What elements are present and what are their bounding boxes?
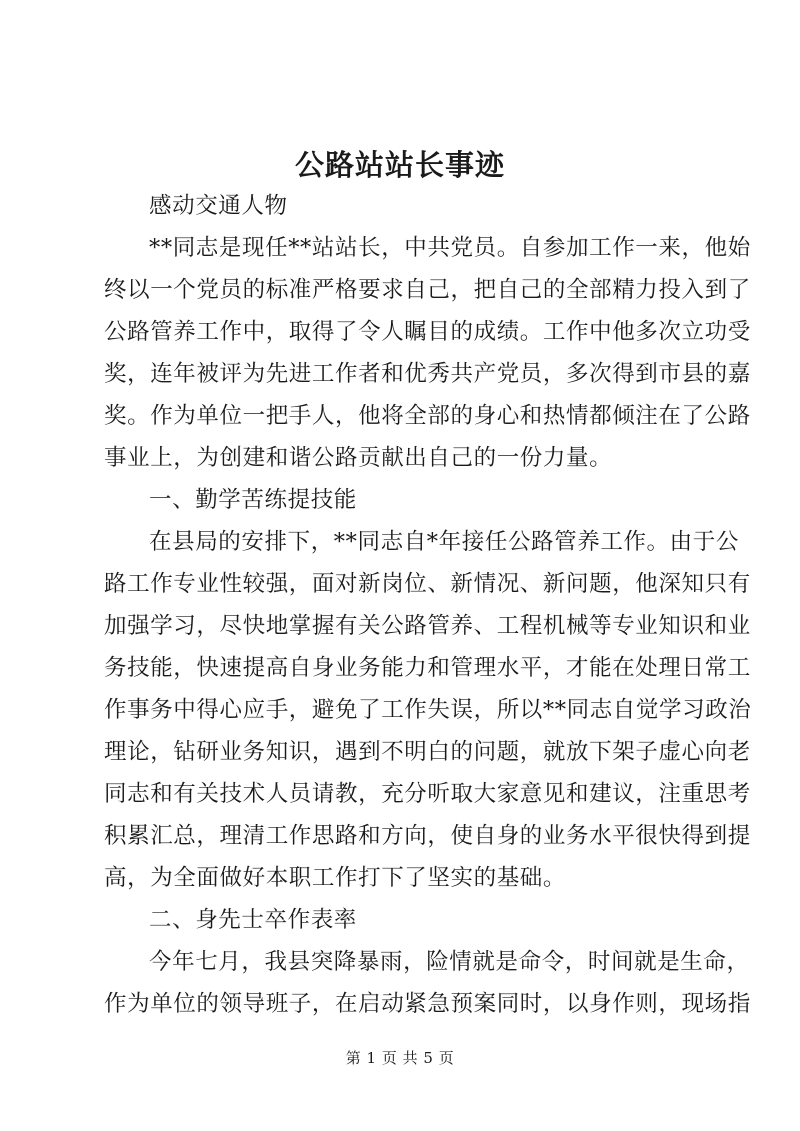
page-footer: 第 1 页 共 5 页 (345, 1049, 455, 1067)
paragraph-line: 今年七月，我县突降暴雨，险情就是命令，时间就是生命， (149, 949, 750, 975)
section-heading: 二、身先士卒作表率 (149, 907, 357, 933)
paragraph-line: 理论，钻研业务知识，遇到不明白的问题，就放下架子虚心向老 (104, 739, 751, 765)
paragraph-line: 加强学习，尽快地掌握有关公路管养、工程机械等专业知识和业 (104, 613, 751, 639)
paragraph-line: **同志是现任**站站长，中共党员。自参加工作一来，他始 (149, 235, 751, 261)
paragraph-line: 作事务中得心应手，避免了工作失误，所以**同志自觉学习政治 (104, 697, 752, 723)
paragraph-line: 务技能，快速提高自身业务能力和管理水平，才能在处理日常工 (104, 655, 751, 681)
document-title: 公路站站长事迹 (294, 148, 505, 182)
subtitle-line: 感动交通人物 (149, 193, 288, 219)
paragraph-line: 终以一个党员的标准严格要求自己，把自己的全部精力投入到了 (104, 277, 751, 303)
paragraph-line: 作为单位的领导班子，在启动紧急预案同时，以身作则，现场指 (104, 991, 751, 1017)
paragraph-line: 同志和有关技术人员请教，充分听取大家意见和建议，注重思考 (104, 781, 751, 807)
paragraph-line: 路工作专业性较强，面对新岗位、新情况、新问题，他深知只有 (104, 571, 751, 597)
paragraph-line: 积累汇总，理清工作思路和方向，使自身的业务水平很快得到提 (104, 823, 751, 849)
paragraph-line: 奖。作为单位一把手人，他将全部的身心和热情都倾注在了公路 (104, 403, 751, 429)
paragraph-line: 奖，连年被评为先进工作者和优秀共产党员，多次得到市县的嘉 (104, 361, 751, 387)
section-heading: 一、勤学苦练提技能 (149, 487, 357, 513)
paragraph-line: 公路管养工作中，取得了令人瞩目的成绩。工作中他多次立功受 (104, 319, 751, 345)
paragraph-line: 高，为全面做好本职工作打下了坚实的基础。 (104, 865, 567, 891)
paragraph-line: 在县局的安排下，**同志自*年接任公路管养工作。由于公 (149, 529, 739, 555)
paragraph-line: 事业上，为创建和谐公路贡献出自己的一份力量。 (104, 445, 613, 471)
